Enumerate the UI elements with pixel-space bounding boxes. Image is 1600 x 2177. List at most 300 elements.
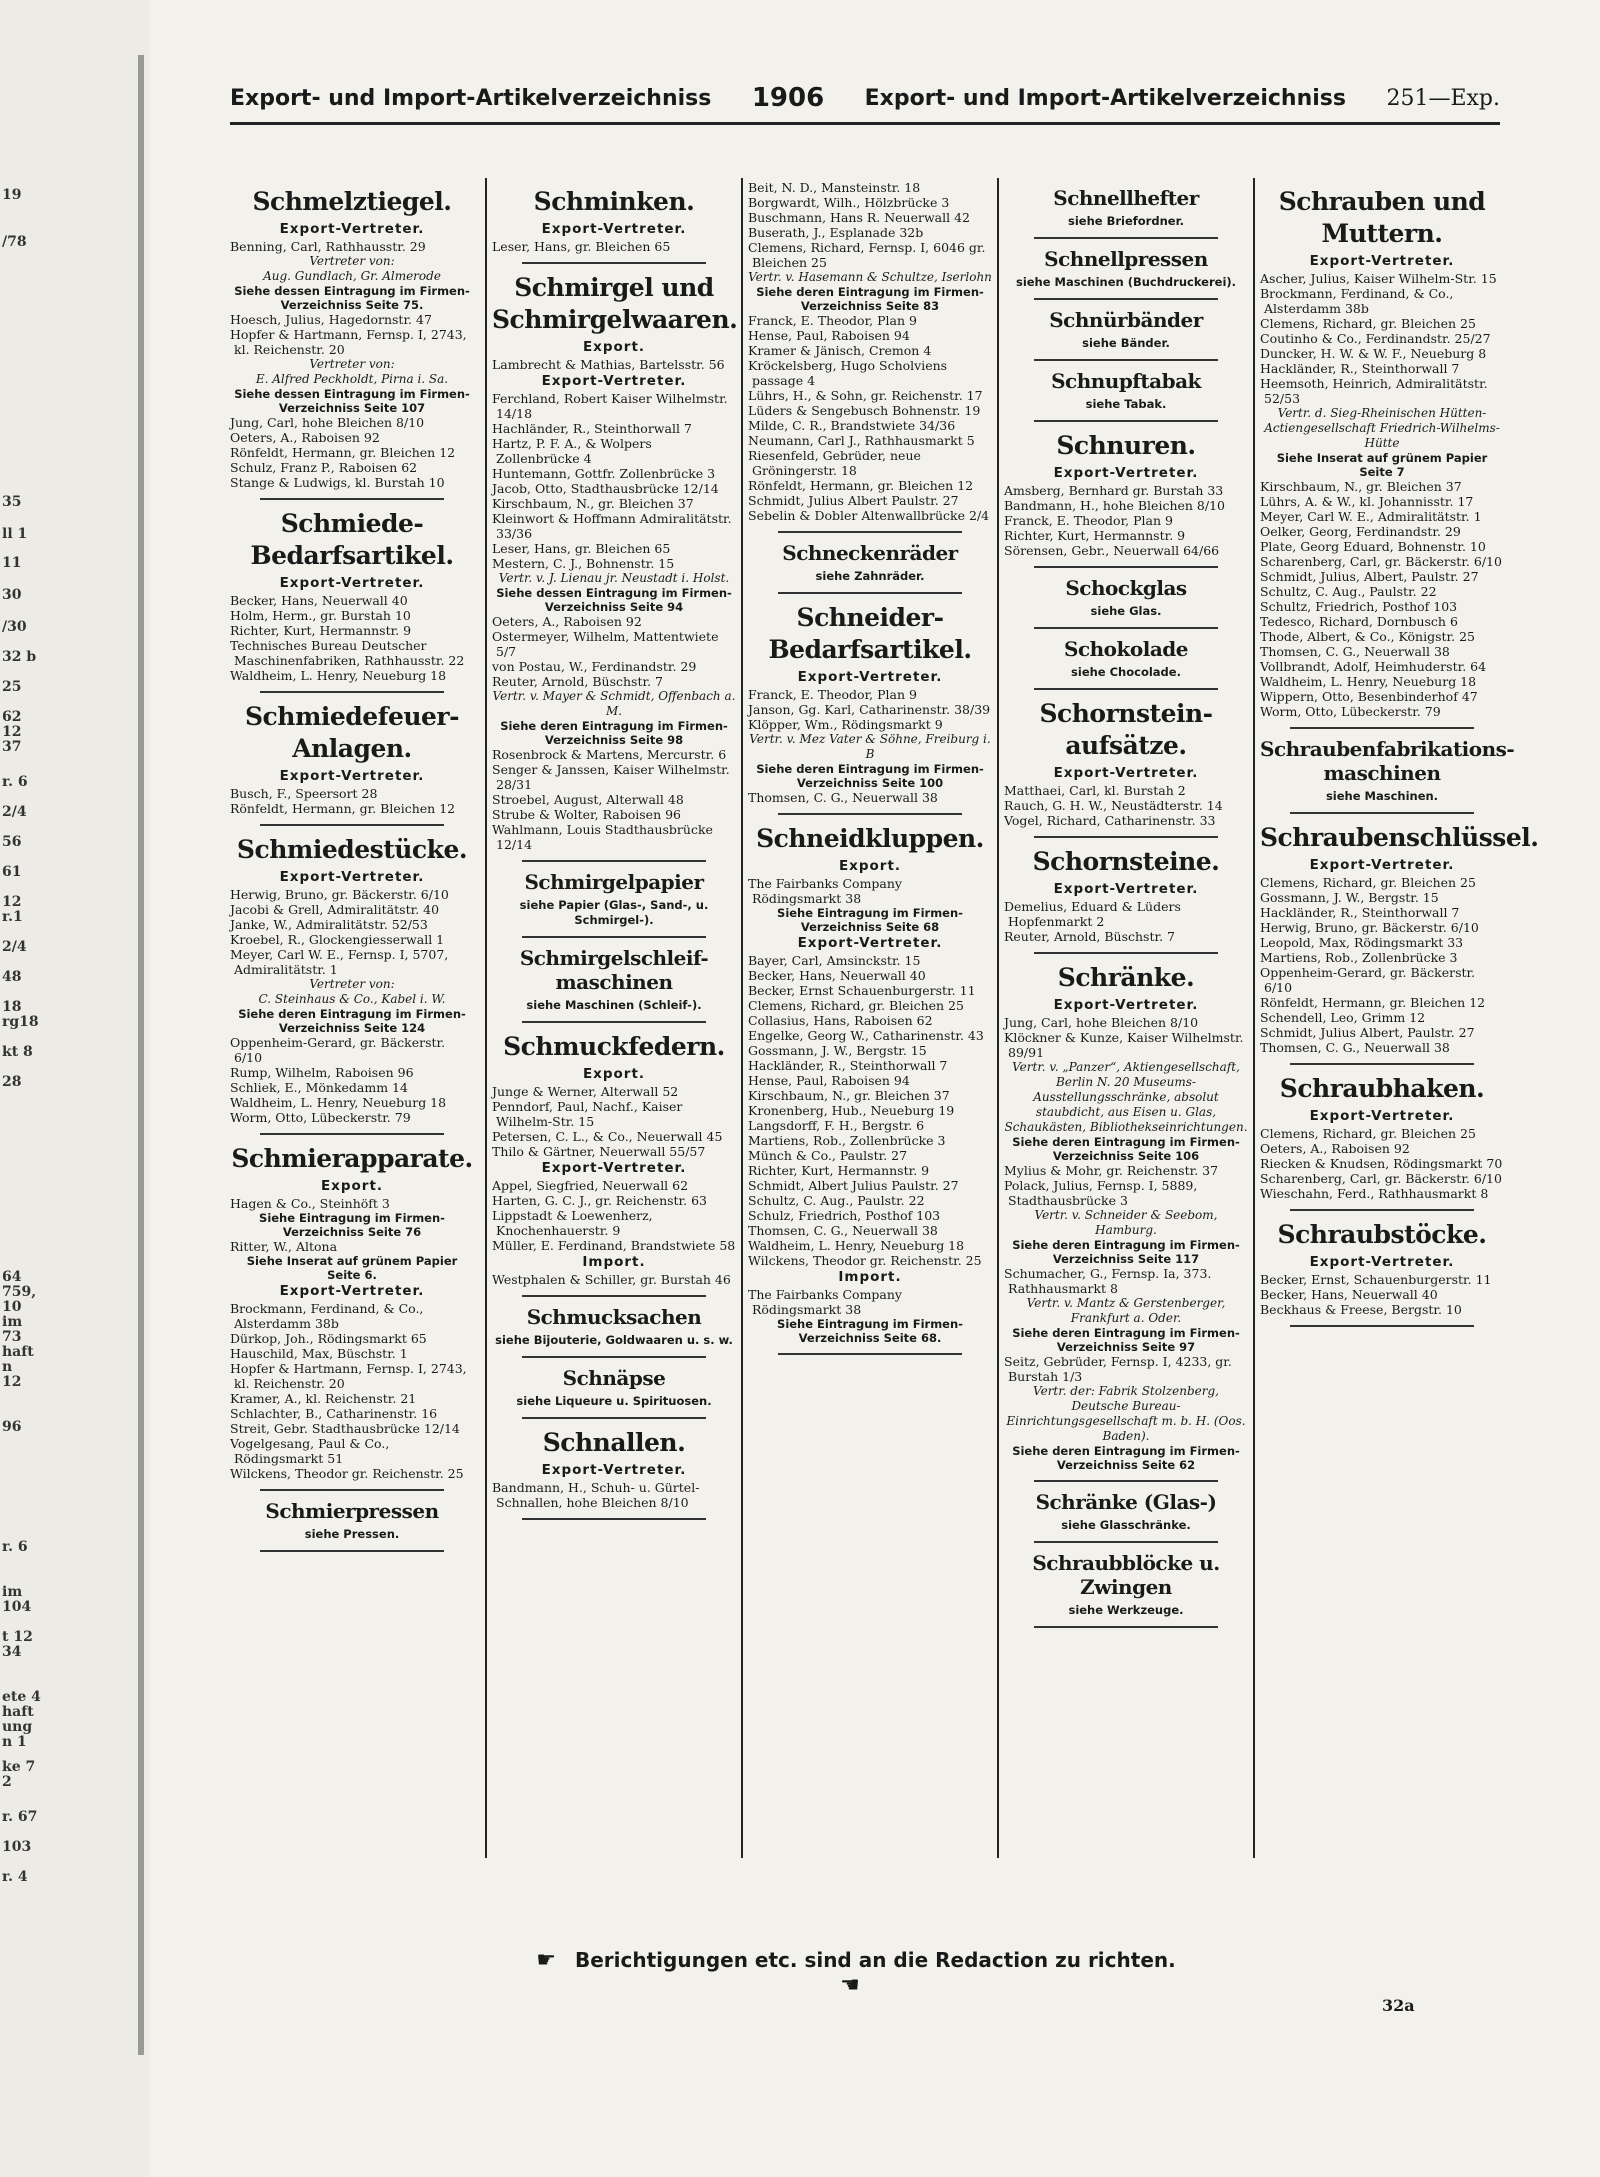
section-rule <box>1290 1325 1474 1327</box>
firm-entry: Oeters, A., Raboisen 92 <box>230 430 380 445</box>
section-rule <box>260 498 444 500</box>
section-title: Schmirgel und Schmirgelwaaren. <box>492 273 738 334</box>
firm-entry: Riecken & Knudsen, Rödingsmarkt 70 <box>1260 1156 1503 1171</box>
agency-note: Vertr. v. Mayer & Schmidt, Offenbach a. M. <box>492 689 736 718</box>
section-rule <box>1290 1209 1474 1211</box>
firm-entry: Thomsen, C. G., Neuerwall 38 <box>1260 1040 1450 1055</box>
section <box>1004 576 1248 629</box>
margin-fragment: r. 6 <box>2 1539 28 1555</box>
firm-entry: Wahlmann, Louis Stadthausbrücke 12/14 <box>492 822 713 852</box>
margin-fragment: 2/4 <box>2 939 27 955</box>
section <box>492 1427 736 1520</box>
firm-entry: Lührs, A. & W., kl. Johannisstr. 17 <box>1260 494 1474 509</box>
left-page-fragment <box>0 0 150 2177</box>
agency-note: Vertreter von: <box>309 977 395 991</box>
section-title: Schmierpressen <box>265 1499 439 1523</box>
section <box>1004 846 1248 954</box>
margin-fragment: 48 <box>2 969 22 985</box>
margin-fragment: haft <box>2 1344 34 1360</box>
section-title: Schnäpse <box>562 1366 666 1390</box>
margin-fragment: ll 1 <box>2 526 28 542</box>
firm-entry: Brockmann, Ferdinand, & Co., Alsterdamm 38b <box>1260 286 1454 316</box>
firm-entry: The Fairbanks Company Rödingsmarkt 38 <box>748 876 902 906</box>
margin-fragment: r. 6 <box>2 774 28 790</box>
firm-entry: Rönfeldt, Hermann, gr. Bleichen 12 <box>230 445 456 460</box>
agency-note: Vertr. der: Fabrik Stolzenberg, Deutsche Bureau-Einrichtungsgesellschaft m. b. H. (Oos. Baden). <box>1006 1384 1246 1443</box>
header-rule <box>230 122 1500 125</box>
section <box>748 180 992 533</box>
firm-entry: Waldheim, L. Henry, Neueburg 18 <box>230 1095 447 1110</box>
firm-entry: Penndorf, Paul, Nachf., Kaiser Wilhelm-Str. 15 <box>492 1099 683 1129</box>
firm-entry: Wippern, Otto, Besenbinderhof 47 <box>1260 689 1478 704</box>
agency-note: Vertr. v. Hasemann & Schultze, Iserlohn <box>748 270 992 284</box>
firm-entry: Brockmann, Ferdinand, & Co., Alsterdamm 38b <box>230 1301 424 1331</box>
firm-entry: Tedesco, Richard, Dornbusch 6 <box>1260 614 1458 629</box>
notice: Siehe Eintragung im Firmen-Verzeichniss Seite 68. <box>777 1317 963 1345</box>
firm-entry: Hachländer, R., Steinthorwall 7 <box>492 421 692 436</box>
firm-entry: Polack, Julius, Fernsp. I, 5889, Stadthausbrücke 3 <box>1004 1178 1198 1208</box>
column-2 <box>492 180 736 1850</box>
subheading: Export-Vertreter. <box>279 221 425 237</box>
firm-entry: Wilckens, Theodor gr. Reichenstr. 25 <box>748 1253 982 1268</box>
section <box>1004 698 1248 838</box>
section-title: Schockglas <box>1065 576 1187 600</box>
subheading: Export-Vertreter. <box>1053 997 1199 1013</box>
firm-entry: Rönfeldt, Hermann, gr. Bleichen 12 <box>748 478 974 493</box>
section-title: Schraubhaken. <box>1279 1074 1485 1103</box>
firm-entry: Ritter, W., Altona <box>230 1239 338 1254</box>
section-title: Schokolade <box>1064 637 1188 661</box>
firm-entry: Hopfer & Hartmann, Fernsp. I, 2743, kl. Reichenstr. 20 <box>230 1361 467 1391</box>
firm-entry: Matthaei, Carl, kl. Burstah 2 <box>1004 783 1186 798</box>
agency-note: Vertr. v. „Panzer“, Aktiengesellschaft, Berlin N. 20 Museums-Ausstellungsschränke, absolut staubdicht, aus Eisen u. Glas, Schaukästen, Bibliothekseinrichtungen. <box>1004 1060 1248 1134</box>
firm-entry: Thomsen, C. G., Neuerwall 38 <box>748 1223 938 1238</box>
subheading: Export-Vertreter. <box>1309 1254 1455 1270</box>
section <box>1260 737 1515 814</box>
firm-entry: Kirschbaum, N., gr. Bleichen 37 <box>1260 479 1462 494</box>
notice: Siehe Inserat auf grünem Papier Seite 6. <box>246 1254 458 1282</box>
section-rule <box>522 1295 706 1297</box>
agency-note: Vertr. v. J. Lienau jr. Neustadt i. Holst. <box>498 571 730 585</box>
firm-entry: Klöpper, Wm., Rödingsmarkt 9 <box>748 717 943 732</box>
section <box>492 186 736 264</box>
firm-entry: Sörensen, Gebr., Neuerwall 64/66 <box>1004 543 1220 558</box>
pointing-hand-icon: ☛ <box>536 1948 557 1973</box>
subheading: Export-Vertreter. <box>797 935 943 951</box>
see-reference: siehe Bänder. <box>1082 336 1170 350</box>
section-rule <box>522 1356 706 1358</box>
page-header <box>230 78 1500 118</box>
firm-entry: Jung, Carl, hohe Bleichen 8/10 <box>1004 1015 1199 1030</box>
firm-entry: Busch, F., Speersort 28 <box>230 786 378 801</box>
firm-entry: Schulz, Franz P., Raboisen 62 <box>230 460 418 475</box>
notice: Siehe dessen Eintragung im Firmen-Verzeichniss Seite 75. <box>234 284 470 312</box>
firm-entry: Richter, Kurt, Hermannstr. 9 <box>748 1163 930 1178</box>
column-3 <box>748 180 992 1850</box>
firm-entry: Oeters, A., Raboisen 92 <box>1260 1141 1410 1156</box>
firm-entry: Worm, Otto, Lübeckerstr. 79 <box>1260 704 1441 719</box>
notice: Siehe deren Eintragung im Firmen-Verzeichniss Seite 62 <box>1012 1444 1240 1472</box>
firm-entry: Riesenfeld, Gebrüder, neue Gröningerstr. 18 <box>748 448 921 478</box>
firm-entry: Schliek, E., Mönkedamm 14 <box>230 1080 408 1095</box>
section-title: Schnellpressen <box>1044 247 1208 271</box>
margin-fragment: ke 7 <box>2 1759 36 1775</box>
firm-entry: Janke, W., Admiralitätstr. 52/53 <box>230 917 428 932</box>
section-title: Schnallen. <box>542 1428 686 1457</box>
firm-entry: Appel, Siegfried, Neuerwall 62 <box>492 1178 689 1193</box>
see-reference: siehe Zahnräder. <box>815 569 925 583</box>
section <box>1004 247 1248 300</box>
pointing-hand-icon: ☚ <box>840 1973 860 1998</box>
firm-entry: Oelker, Georg, Ferdinandstr. 29 <box>1260 524 1461 539</box>
firm-entry: Kroebel, R., Glockengiesserwall 1 <box>230 932 445 947</box>
subheading: Export-Vertreter. <box>541 1160 687 1176</box>
notice: Siehe deren Eintragung im Firmen-Verzeichniss Seite 97 <box>1012 1326 1240 1354</box>
section-rule <box>1034 566 1218 568</box>
margin-fragment: 12 <box>2 724 22 740</box>
firm-entry: Reuter, Arnold, Büschstr. 7 <box>492 674 663 689</box>
firm-entry: Rauch, G. H. W., Neustädterstr. 14 <box>1004 798 1223 813</box>
firm-entry: Lüders & Sengebusch Bohnenstr. 19 <box>748 403 981 418</box>
firm-entry: Martiens, Rob., Zollenbrücke 3 <box>1260 950 1458 965</box>
firm-entry: Jacob, Otto, Stadthausbrücke 12/14 <box>492 481 719 496</box>
section-title: Schmirgelschleif-maschinen <box>519 946 709 994</box>
subheading: Export-Vertreter. <box>1053 765 1199 781</box>
see-reference: siehe Maschinen. <box>1325 789 1439 803</box>
section-rule <box>522 860 706 862</box>
margin-fragment: 34 <box>2 1644 22 1660</box>
section-rule <box>778 813 962 815</box>
firm-entry: Milde, C. R., Brandstwiete 34/36 <box>748 418 956 433</box>
margin-fragment: 104 <box>2 1599 32 1615</box>
see-reference: siehe Glas. <box>1090 604 1162 618</box>
section-title: Schraubblöcke u. Zwingen <box>1032 1551 1220 1599</box>
subheading: Export-Vertreter. <box>279 768 425 784</box>
section <box>1260 1219 1504 1327</box>
section-rule <box>522 936 706 938</box>
notice: Siehe Eintragung im Firmen-Verzeichniss Seite 68 <box>777 906 963 934</box>
section-title: Schornsteine. <box>1032 847 1220 876</box>
firm-entry: Hense, Paul, Raboisen 94 <box>748 328 910 343</box>
column-4 <box>1004 180 1248 1850</box>
section <box>1004 1490 1248 1543</box>
section-title: Schneidkluppen. <box>756 824 984 853</box>
section <box>1004 308 1248 361</box>
firm-entry: Oppenheim-Gerard, gr. Bäckerstr. 6/10 <box>230 1035 446 1065</box>
firm-entry: Petersen, C. L., & Co., Neuerwall 45 <box>492 1129 723 1144</box>
firm-entry: Strube & Wolter, Raboisen 96 <box>492 807 681 822</box>
notice: Siehe deren Eintragung im Firmen-Verzeichniss Seite 124 <box>238 1007 466 1035</box>
section-title: Schminken. <box>533 187 695 216</box>
firm-entry: Thomsen, C. G., Neuerwall 38 <box>1260 644 1450 659</box>
column-divider <box>485 178 487 1858</box>
margin-fragment: 32 b <box>2 649 37 665</box>
firm-entry: Kramer & Jänisch, Cremon 4 <box>748 343 932 358</box>
firm-entry: Martiens, Rob., Zollenbrücke 3 <box>748 1133 946 1148</box>
column-1 <box>230 180 474 1850</box>
section <box>1004 1551 1248 1628</box>
margin-fragment: t 12 <box>2 1629 33 1645</box>
subheading: Export-Vertreter. <box>1309 857 1455 873</box>
subheading: Export-Vertreter. <box>1053 881 1199 897</box>
firm-entry: Clemens, Richard, Fernsp. I, 6046 gr. Bleichen 25 <box>748 240 986 270</box>
column-divider <box>1253 178 1255 1858</box>
section <box>230 508 474 693</box>
firm-entry: Buschmann, Hans R. Neuerwall 42 <box>748 210 970 225</box>
margin-fragment: 96 <box>2 1419 22 1435</box>
firm-entry: Rosenbrock & Martens, Mercurstr. 6 <box>492 747 727 762</box>
subheading: Export-Vertreter. <box>1309 1108 1455 1124</box>
section <box>230 701 474 826</box>
firm-entry: Stange & Ludwigs, kl. Burstah 10 <box>230 475 445 490</box>
margin-fragment: 759, <box>2 1284 37 1300</box>
firm-entry: Wilckens, Theodor gr. Reichenstr. 25 <box>230 1466 464 1481</box>
firm-entry: Hense, Paul, Raboisen 94 <box>748 1073 910 1088</box>
section-title: Schraubstöcke. <box>1277 1220 1487 1249</box>
margin-fragment: 56 <box>2 834 22 850</box>
agency-note: Aug. Gundlach, Gr. Almerode <box>263 269 441 283</box>
firm-entry: Waldheim, L. Henry, Neueburg 18 <box>748 1238 965 1253</box>
section-title: Schraubenfabrikations-maschinen <box>1260 737 1515 785</box>
firm-entry: Oppenheim-Gerard, gr. Bäckerstr. 6/10 <box>1260 965 1476 995</box>
column-divider <box>997 178 999 1858</box>
firm-entry: Leser, Hans, gr. Bleichen 65 <box>492 541 671 556</box>
firm-entry: Schmidt, Julius, Albert, Paulstr. 27 <box>1260 569 1479 584</box>
firm-entry: Herwig, Bruno, gr. Bäckerstr. 6/10 <box>230 887 449 902</box>
section <box>748 541 992 594</box>
header-year: 1906 <box>751 83 825 113</box>
firm-entry: Hackländer, R., Steinthorwall 7 <box>1260 905 1460 920</box>
firm-entry: Hartz, P. F. A., & Wolpers Zollenbrücke 4 <box>492 436 652 466</box>
margin-fragment: 35 <box>2 494 22 510</box>
agency-note: E. Alfred Peckholdt, Pirna i. Sa. <box>255 372 449 386</box>
column-divider <box>741 178 743 1858</box>
firm-entry: Thilo & Gärtner, Neuerwall 55/57 <box>492 1144 706 1159</box>
firm-entry: Vollbrandt, Adolf, Heimhuderstr. 64 <box>1260 659 1487 674</box>
margin-fragment: 12 <box>2 1374 22 1390</box>
firm-entry: Kronenberg, Hub., Neueburg 19 <box>748 1103 955 1118</box>
footer-notice <box>500 1948 1200 1998</box>
section-title: Schmierapparate. <box>231 1144 473 1173</box>
firm-entry: Buserath, J., Esplanade 32b <box>748 225 924 240</box>
section-rule <box>1034 359 1218 361</box>
firm-entry: Oeters, A., Raboisen 92 <box>492 614 642 629</box>
firm-entry: Becker, Hans, Neuerwall 40 <box>1260 1287 1438 1302</box>
section <box>1260 1073 1504 1211</box>
section-title: Schmucksachen <box>526 1305 702 1329</box>
margin-fragment: 64 <box>2 1269 22 1285</box>
section <box>492 1366 736 1419</box>
firm-entry: Rönfeldt, Hermann, gr. Bleichen 12 <box>1260 995 1486 1010</box>
section <box>492 946 736 1023</box>
section-rule <box>260 1550 444 1552</box>
subheading: Export-Vertreter. <box>1309 253 1455 269</box>
margin-fragment: 2/4 <box>2 804 27 820</box>
section-title: Schmuckfedern. <box>503 1032 725 1061</box>
margin-fragment: /78 <box>2 234 27 250</box>
firm-entry: Westphalen & Schiller, gr. Burstah 46 <box>492 1272 731 1287</box>
firm-entry: Mestern, C. J., Bohnenstr. 15 <box>492 556 675 571</box>
footer-text: Berichtigungen etc. sind an die Redaction zu richten. <box>574 1948 1176 1972</box>
see-reference: siehe Liqueure u. Spirituosen. <box>516 1394 712 1408</box>
firm-entry: Huntemann, Gottfr. Zollenbrücke 3 <box>492 466 716 481</box>
subheading: Export-Vertreter. <box>541 1462 687 1478</box>
firm-entry: Rump, Wilhelm, Raboisen 96 <box>230 1065 414 1080</box>
firm-entry: Becker, Ernst, Schauenburgerstr. 11 <box>1260 1272 1492 1287</box>
section-rule <box>1034 688 1218 690</box>
margin-fragment: 2 <box>2 1774 12 1790</box>
firm-entry: Beckhaus & Freese, Bergstr. 10 <box>1260 1302 1462 1317</box>
firm-entry: Müller, E. Ferdinand, Brandstwiete 58 <box>492 1238 736 1253</box>
firm-entry: Schulz, Friedrich, Posthof 103 <box>748 1208 941 1223</box>
section <box>492 1305 736 1358</box>
margin-fragment: 28 <box>2 1074 22 1090</box>
margin-fragment: 19 <box>2 187 22 203</box>
firm-entry: Plate, Georg Eduard, Bohnenstr. 10 <box>1260 539 1486 554</box>
section-rule <box>522 1417 706 1419</box>
section-rule <box>1290 1063 1474 1065</box>
firm-entry: Neumann, Carl J., Rathhausmarkt 5 <box>748 433 975 448</box>
section <box>492 1031 736 1297</box>
section-title: Schnupftabak <box>1051 369 1201 393</box>
section-rule <box>260 1489 444 1491</box>
firm-entry: Duncker, H. W. & W. F., Neueburg 8 <box>1260 346 1487 361</box>
notice: Siehe dessen Eintragung im Firmen-Verzeichniss Seite 94 <box>496 586 732 614</box>
subheading: Export-Vertreter. <box>797 669 943 685</box>
margin-fragment: r.1 <box>2 909 23 925</box>
firm-entry: Schlachter, B., Catharinenstr. 16 <box>230 1406 438 1421</box>
header-page: 251—Exp. <box>1386 85 1500 111</box>
binding-shadow <box>138 55 144 2055</box>
margin-fragment: kt 8 <box>2 1044 33 1060</box>
section <box>1004 637 1248 690</box>
section-title: Schneider-Bedarfsartikel. <box>768 603 972 664</box>
see-reference: siehe Briefordner. <box>1068 214 1184 228</box>
firm-entry: Worm, Otto, Lübeckerstr. 79 <box>230 1110 411 1125</box>
agency-note: Vertr. v. Mantz & Gerstenberger, Frankfurt a. Oder. <box>1026 1296 1226 1325</box>
firm-entry: Wieschahn, Ferd., Rathhausmarkt 8 <box>1260 1186 1489 1201</box>
see-reference: siehe Pressen. <box>304 1527 400 1541</box>
section-rule <box>522 1021 706 1023</box>
see-reference: siehe Papier (Glas-, Sand-, u. Schmirgel-). <box>519 898 709 927</box>
section-rule <box>1034 237 1218 239</box>
section <box>1004 369 1248 422</box>
firm-entry: Ascher, Julius, Kaiser Wilhelm-Str. 15 <box>1260 271 1497 286</box>
firm-entry: Vogel, Richard, Catharinenstr. 33 <box>1004 813 1216 828</box>
section-title: Schmirgelpapier <box>524 870 704 894</box>
section-rule <box>1034 298 1218 300</box>
firm-entry: Becker, Hans, Neuerwall 40 <box>748 968 926 983</box>
subheading: Export-Vertreter. <box>541 373 687 389</box>
section-title: Schnürbänder <box>1049 308 1203 332</box>
section-title: Schnuren. <box>1056 431 1196 460</box>
firm-entry: Bayer, Carl, Amsinckstr. 15 <box>748 953 921 968</box>
subheading: Export. <box>582 1066 646 1082</box>
section-rule <box>1290 727 1474 729</box>
firm-entry: Schmidt, Albert Julius Paulstr. 27 <box>748 1178 959 1193</box>
firm-entry: Schmidt, Julius Albert, Paulstr. 27 <box>1260 1025 1475 1040</box>
section-rule <box>1290 812 1474 814</box>
margin-fragment: n <box>2 1359 13 1375</box>
section-rule <box>1034 1626 1218 1628</box>
firm-entry: Richter, Kurt, Hermannstr. 9 <box>1004 528 1186 543</box>
section <box>1260 186 1504 729</box>
margin-fragment: haft <box>2 1704 34 1720</box>
firm-entry: Bandmann, H., Schuh- u. Gürtel-Schnallen, hohe Bleichen 8/10 <box>492 1480 700 1510</box>
section-rule <box>778 1353 962 1355</box>
firm-entry: Langsdorff, F. H., Bergstr. 6 <box>748 1118 925 1133</box>
notice: Siehe deren Eintragung im Firmen-Verzeichniss Seite 98 <box>500 719 728 747</box>
margin-fragment: r. 67 <box>2 1809 38 1825</box>
section <box>1260 822 1539 1065</box>
margin-fragment: r. 4 <box>2 1869 28 1885</box>
firm-entry: Hagen & Co., Steinhöft 3 <box>230 1196 390 1211</box>
section-title: Schmiedestücke. <box>236 835 468 864</box>
notice: Siehe Inserat auf grünem Papier Seite 7 <box>1276 451 1488 479</box>
agency-note: Vertr. v. Mez Vater & Söhne, Freiburg i. B <box>749 732 991 761</box>
see-reference: siehe Maschinen (Buchdruckerei). <box>1015 275 1237 289</box>
firm-entry: Hoesch, Julius, Hagedornstr. 47 <box>230 312 432 327</box>
firm-entry: Harten, G. C. J., gr. Reichenstr. 63 <box>492 1193 708 1208</box>
firm-entry: Kröckelsberg, Hugo Scholviens passage 4 <box>748 358 948 388</box>
firm-entry: Becker, Hans, Neuerwall 40 <box>230 593 408 608</box>
section <box>230 834 474 1135</box>
firm-entry: Clemens, Richard, gr. Bleichen 25 <box>748 998 964 1013</box>
agency-note: Vertr. v. Schneider & Seebom, Hamburg. <box>1034 1208 1218 1237</box>
firm-entry: Clemens, Richard, gr. Bleichen 25 <box>1260 316 1476 331</box>
firm-entry: Hauschild, Max, Büschstr. 1 <box>230 1346 408 1361</box>
margin-fragment: 30 <box>2 587 22 603</box>
see-reference: siehe Chocolade. <box>1071 665 1181 679</box>
section <box>492 272 736 862</box>
firm-entry: Thomsen, C. G., Neuerwall 38 <box>748 790 938 805</box>
firm-entry: Richter, Kurt, Hermannstr. 9 <box>230 623 412 638</box>
firm-entry: Waldheim, L. Henry, Neueburg 18 <box>1260 674 1477 689</box>
firm-entry: Reuter, Arnold, Büschstr. 7 <box>1004 929 1175 944</box>
subheading: Import. <box>582 1254 646 1270</box>
page-number: 32a <box>1382 1996 1415 2015</box>
see-reference: siehe Maschinen (Schleif-). <box>526 998 702 1012</box>
firm-entry: Gossmann, J. W., Bergstr. 15 <box>1260 890 1439 905</box>
firm-entry: Junge & Werner, Alterwall 52 <box>492 1084 679 1099</box>
firm-entry: Schendell, Leo, Grimm 12 <box>1260 1010 1426 1025</box>
firm-entry: Jacobi & Grell, Admiralitätstr. 40 <box>230 902 440 917</box>
firm-entry: Borgwardt, Wilh., Hölzbrücke 3 <box>748 195 950 210</box>
subheading: Export. <box>582 339 646 355</box>
firm-entry: Meyer, Carl W. E., Fernsp. I, 5707, Admiralitätstr. 1 <box>230 947 449 977</box>
section <box>230 1143 474 1491</box>
firm-entry: Hackländer, R., Steinthorwall 7 <box>748 1058 948 1073</box>
section-title: Schneckenräder <box>782 541 958 565</box>
section-rule <box>1034 627 1218 629</box>
margin-fragment: im <box>2 1314 23 1330</box>
subheading: Import. <box>838 1269 902 1285</box>
firm-entry: Waldheim, L. Henry, Neueburg 18 <box>230 668 447 683</box>
section-rule <box>1034 420 1218 422</box>
firm-entry: Bandmann, H., hohe Bleichen 8/10 <box>1004 498 1225 513</box>
firm-entry: Klöckner & Kunze, Kaiser Wilhelmstr. 89/91 <box>1004 1030 1244 1060</box>
section-rule <box>1034 1480 1218 1482</box>
firm-entry: Stroebel, August, Alterwall 48 <box>492 792 684 807</box>
firm-entry: Lippstadt & Loewenherz, Knochenhauerstr. 9 <box>492 1208 653 1238</box>
margin-fragment: /30 <box>2 619 27 635</box>
margin-fragment: 25 <box>2 679 22 695</box>
section <box>748 602 992 815</box>
section-title: Schmiedefeuer-Anlagen. <box>245 702 459 763</box>
firm-entry: Engelke, Georg W., Catharinenstr. 43 <box>748 1028 984 1043</box>
margin-fragment: 11 <box>2 555 22 571</box>
section <box>1004 186 1248 239</box>
